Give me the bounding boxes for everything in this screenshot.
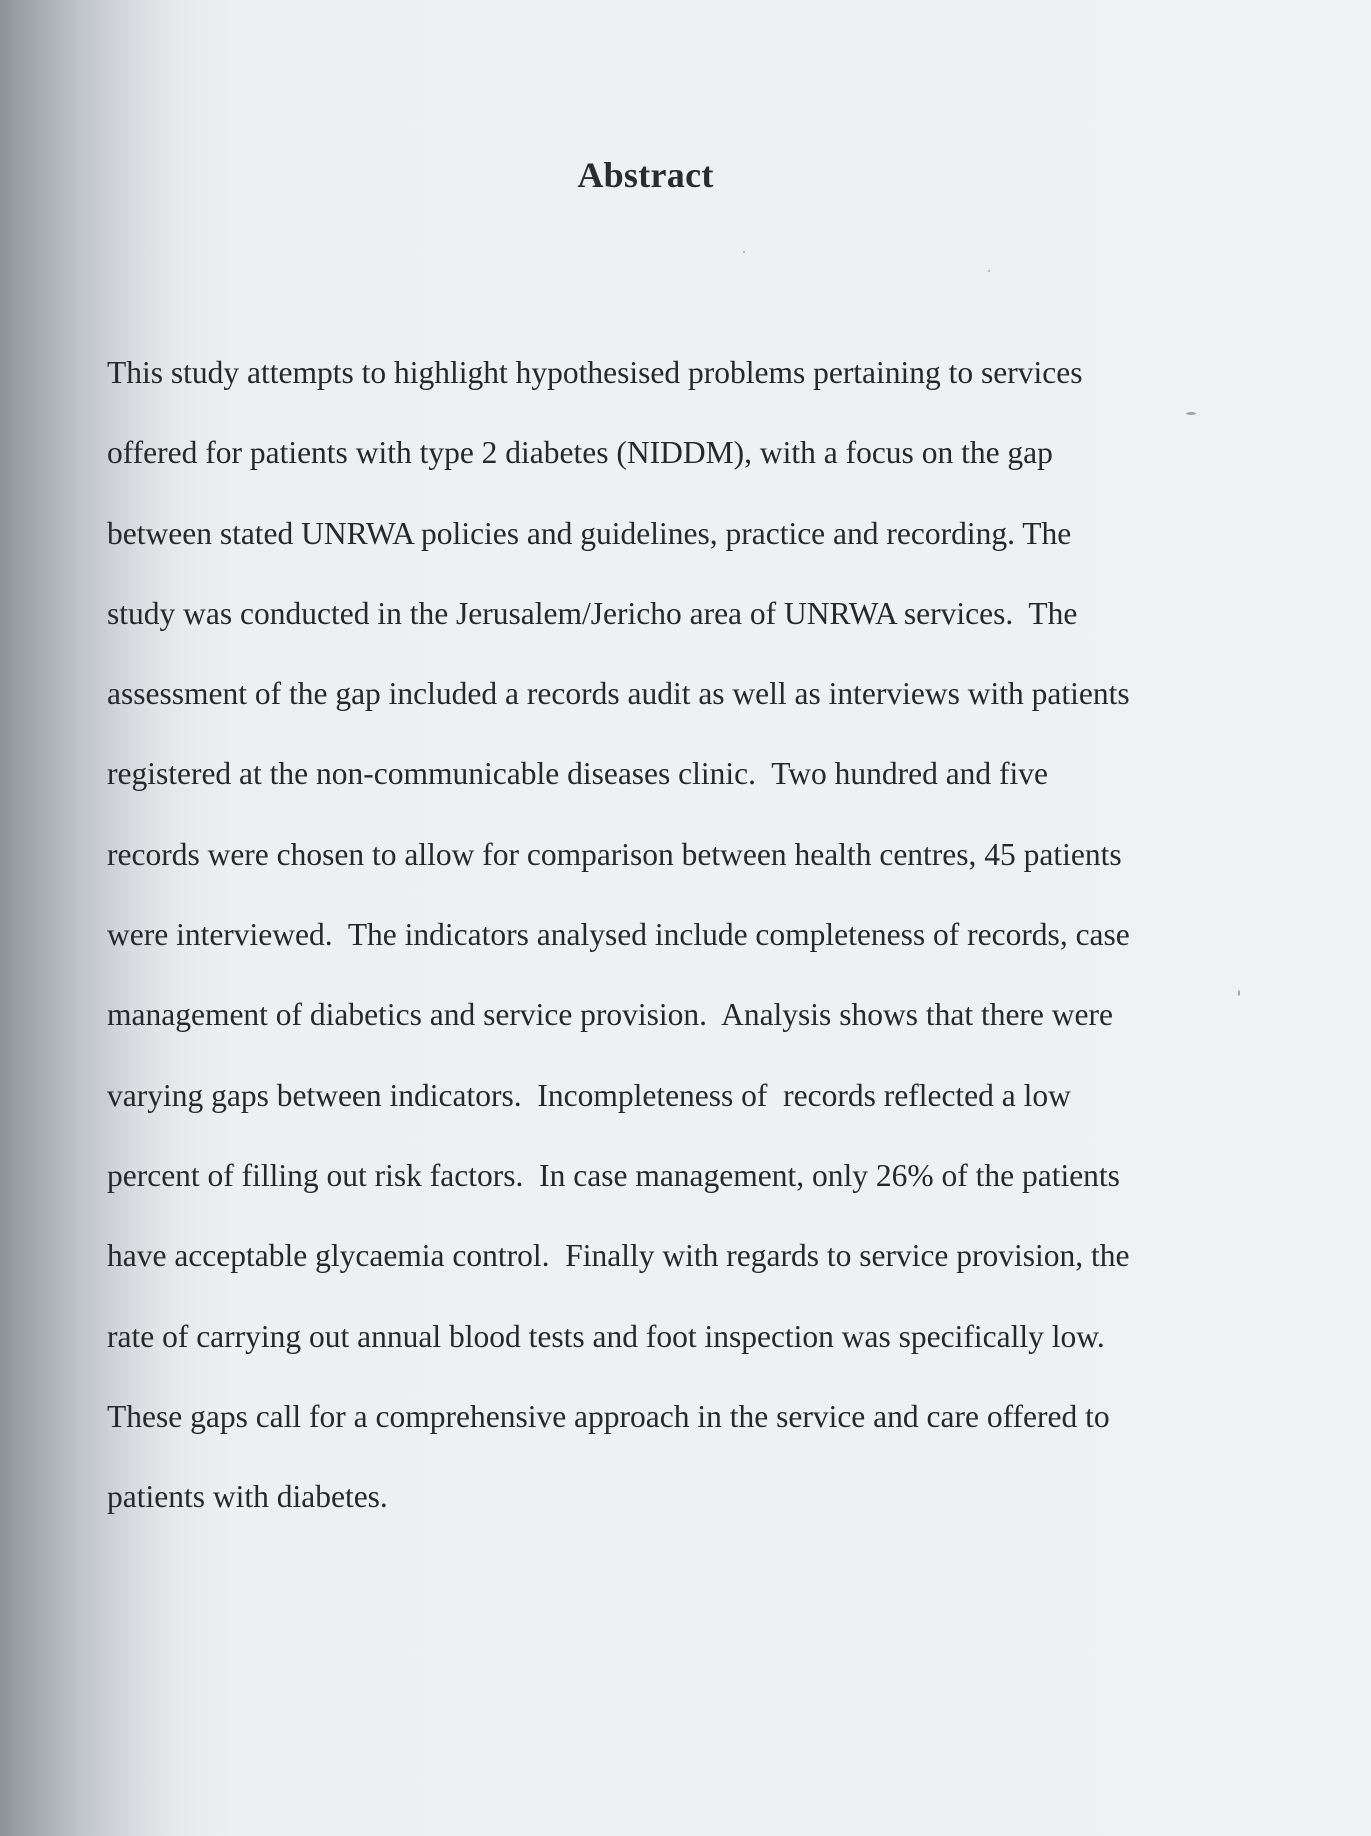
abstract-line-2: offered for patients with type 2 diabetes (NIDDM), with a focus on the gap — [107, 435, 1053, 471]
abstract-line-5: assessment of the gap included a records audit as well as interviews with patients — [107, 676, 1130, 712]
abstract-line-15: patients with diabetes. — [107, 1479, 388, 1515]
abstract-line-9: management of diabetics and service provision. Analysis shows that there were — [107, 997, 1113, 1033]
abstract-line-14: These gaps call for a comprehensive approach in the service and care offered to — [107, 1398, 1110, 1434]
abstract-line-3: between stated UNRWA policies and guidelines, practice and recording. The — [107, 515, 1072, 551]
abstract-line-13: rate of carrying out annual blood tests and foot inspection was specifically low. — [107, 1318, 1105, 1354]
abstract-line-4: study was conducted in the Jerusalem/Jericho area of UNRWA services. The — [107, 595, 1078, 631]
abstract-line-1: This study attempts to highlight hypothesised problems pertaining to services — [107, 355, 1083, 390]
abstract-line-8: were interviewed. The indicators analysed include completeness of records, case — [107, 917, 1130, 953]
abstract-body — [107, 349, 1227, 1553]
scan-speck — [988, 270, 990, 272]
scan-speck — [1186, 412, 1196, 415]
scan-speck — [743, 251, 745, 253]
abstract-line-6: registered at the non-communicable diseases clinic. Two hundred and five — [107, 756, 1049, 792]
page-title: Abstract — [577, 155, 714, 196]
scan-speck — [1238, 990, 1240, 996]
abstract-line-11: percent of filling out risk factors. In case management, only 26% of the patients — [107, 1157, 1120, 1193]
abstract-line-10: varying gaps between indicators. Incompleteness of records reflected a low — [107, 1077, 1071, 1113]
abstract-line-7: records were chosen to allow for comparison between health centres, 45 patients — [107, 836, 1122, 872]
abstract-line-12: have acceptable glycaemia control. Finally with regards to service provision, the — [107, 1238, 1130, 1274]
